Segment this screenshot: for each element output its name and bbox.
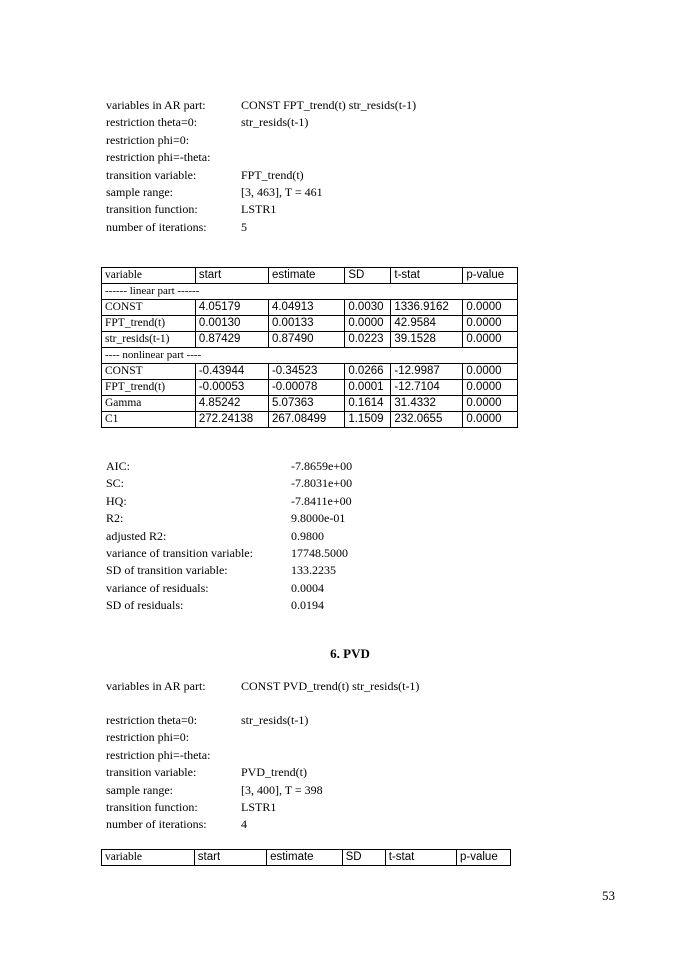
cell: -0.34523 bbox=[268, 364, 344, 380]
linear-part-row bbox=[102, 284, 518, 300]
table-header-row bbox=[102, 850, 511, 866]
column-header: t-stat bbox=[391, 268, 463, 284]
section-label: ------ linear part ------ bbox=[102, 284, 518, 300]
column-header: estimate bbox=[268, 268, 344, 284]
table-row bbox=[102, 300, 518, 316]
cell: 1336.9162 bbox=[391, 300, 463, 316]
cell: 4.05179 bbox=[195, 300, 268, 316]
cell: 272.24138 bbox=[195, 412, 268, 428]
cell: -12.9987 bbox=[391, 364, 463, 380]
cell: 0.1614 bbox=[345, 396, 391, 412]
column-header: SD bbox=[342, 850, 385, 866]
cell: -0.00053 bbox=[195, 380, 268, 396]
pvd-estimation-table bbox=[101, 849, 511, 866]
cell: CONST bbox=[102, 300, 196, 316]
column-header: variable bbox=[102, 850, 195, 866]
page-number: 53 bbox=[602, 888, 615, 903]
section-heading: 6. PVD bbox=[330, 646, 370, 661]
cell: FPT_trend(t) bbox=[102, 316, 196, 332]
nonlinear-part-row bbox=[102, 348, 518, 364]
cell: str_resids(t-1) bbox=[102, 332, 196, 348]
cell: 5.07363 bbox=[268, 396, 344, 412]
column-header: start bbox=[194, 850, 266, 866]
cell: 0.0000 bbox=[463, 316, 518, 332]
cell: FPT_trend(t) bbox=[102, 380, 196, 396]
cell: 0.87490 bbox=[268, 332, 344, 348]
cell: 39.1528 bbox=[391, 332, 463, 348]
table-header-row bbox=[102, 268, 518, 284]
table-row bbox=[102, 380, 518, 396]
cell: -12.7104 bbox=[391, 380, 463, 396]
cell: CONST bbox=[102, 364, 196, 380]
cell: Gamma bbox=[102, 396, 196, 412]
column-header: estimate bbox=[267, 850, 343, 866]
column-header: t-stat bbox=[385, 850, 456, 866]
cell: 0.0001 bbox=[345, 380, 391, 396]
cell: -0.43944 bbox=[195, 364, 268, 380]
cell: 0.00130 bbox=[195, 316, 268, 332]
column-header: start bbox=[195, 268, 268, 284]
column-header: SD bbox=[345, 268, 391, 284]
cell: 0.0223 bbox=[345, 332, 391, 348]
cell: 0.0030 bbox=[345, 300, 391, 316]
cell: 0.0000 bbox=[463, 332, 518, 348]
table-row bbox=[102, 412, 518, 428]
cell: 0.0000 bbox=[463, 300, 518, 316]
cell: 31.4332 bbox=[391, 396, 463, 412]
table-row bbox=[102, 316, 518, 332]
cell: 1.1509 bbox=[345, 412, 391, 428]
column-header: p-value bbox=[457, 850, 511, 866]
cell: 4.04913 bbox=[268, 300, 344, 316]
cell: 42.9584 bbox=[391, 316, 463, 332]
cell: -0.00078 bbox=[268, 380, 344, 396]
column-header: variable bbox=[102, 268, 196, 284]
cell: C1 bbox=[102, 412, 196, 428]
table-row bbox=[102, 396, 518, 412]
column-header: p-value bbox=[463, 268, 518, 284]
table-row bbox=[102, 332, 518, 348]
cell: 0.0000 bbox=[345, 316, 391, 332]
table-row bbox=[102, 364, 518, 380]
cell: 0.0000 bbox=[463, 380, 518, 396]
cell: 0.0000 bbox=[463, 412, 518, 428]
cell: 232.0655 bbox=[391, 412, 463, 428]
cell: 0.0000 bbox=[463, 396, 518, 412]
cell: 0.00133 bbox=[268, 316, 344, 332]
cell: 0.0000 bbox=[463, 364, 518, 380]
cell: 267.08499 bbox=[268, 412, 344, 428]
section-label: ---- nonlinear part ---- bbox=[102, 348, 518, 364]
estimation-results-table bbox=[101, 267, 518, 428]
cell: 0.87429 bbox=[195, 332, 268, 348]
cell: 0.0266 bbox=[345, 364, 391, 380]
cell: 4.85242 bbox=[195, 396, 268, 412]
